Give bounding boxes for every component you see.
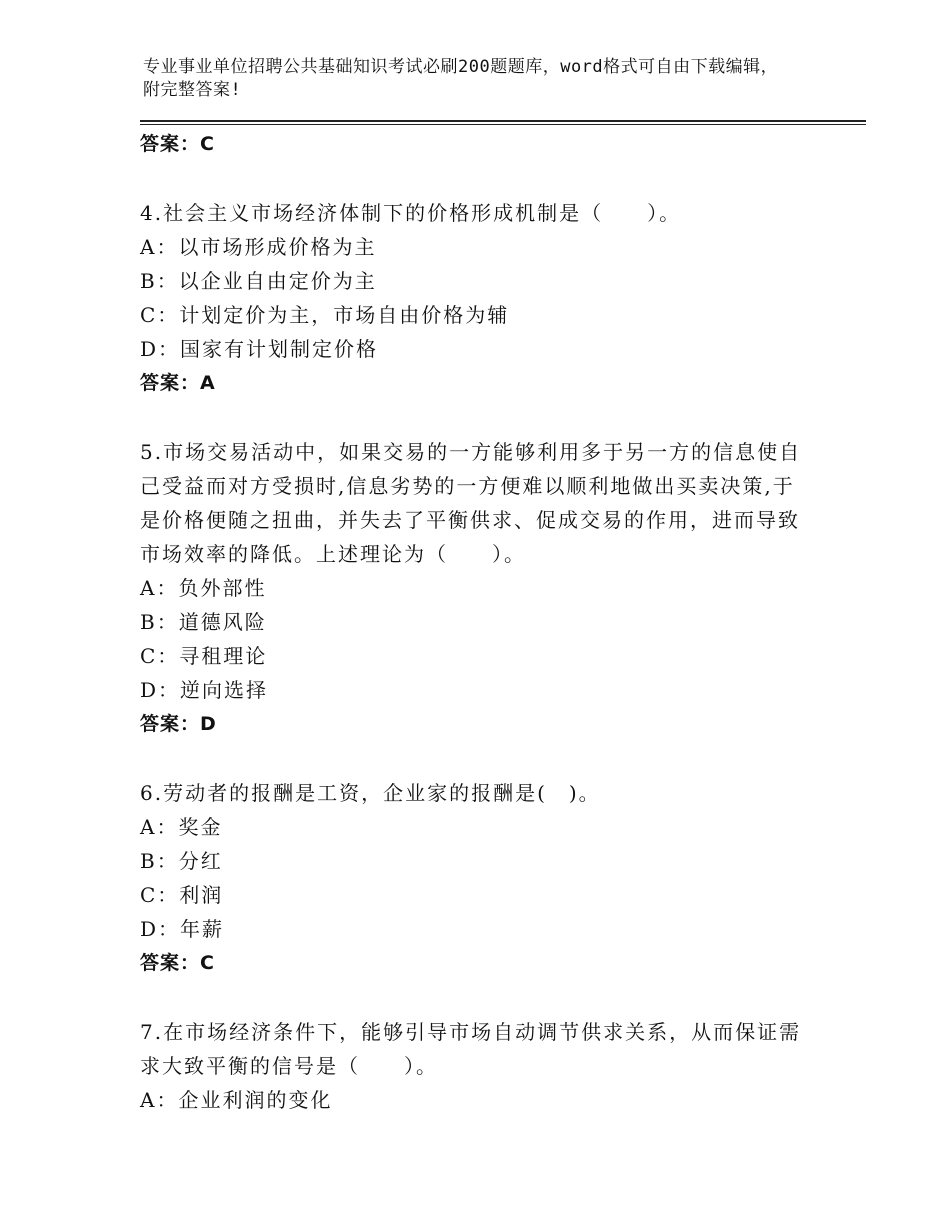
document-body	[140, 127, 800, 1117]
option-a: A：负外部性	[140, 576, 267, 600]
question-block	[140, 776, 800, 980]
spacer	[140, 980, 800, 1015]
option-c: C：利润	[140, 883, 224, 907]
answer-line: 答案：D	[140, 713, 217, 735]
question-stem-line: 市场效率的降低。上述理论为（ ）。	[140, 542, 526, 566]
option-c: C：计划定价为主，市场自由价格为辅	[140, 303, 510, 327]
question-block	[140, 1015, 800, 1117]
question-stem-line: 5.市场交易活动中，如果交易的一方能够利用多于另一方的信息使自	[140, 440, 802, 464]
document-header: 专业事业单位招聘公共基础知识考试必刷200题题库，word格式可自由下载编辑，附完整答案!	[143, 57, 779, 100]
answer-line: 答案：C	[140, 952, 215, 974]
option-b: B：分红	[140, 849, 223, 873]
question-stem: 6.劳动者的报酬是工资，企业家的报酬是( )。	[140, 781, 601, 805]
header-rule	[140, 120, 866, 125]
question-stem: 4.社会主义市场经济体制下的价格形成机制是（ ）。	[140, 201, 682, 225]
question-stem-line: 7.在市场经济条件下，能够引导市场自动调节供求关系，从而保证需	[140, 1020, 802, 1044]
option-c: C：寻租理论	[140, 644, 268, 668]
option-d: D：年薪	[140, 917, 225, 941]
question-block	[140, 435, 800, 741]
question-stem-line: 是价格便随之扭曲，并失去了平衡供求、促成交易的作用，进而导致	[140, 508, 800, 532]
option-a: A：奖金	[140, 815, 223, 839]
question-stem-line: 己受益而对方受损时,信息劣势的一方便难以顺利地做出买卖决策,于	[140, 474, 795, 498]
option-a: A：以市场形成价格为主	[140, 235, 377, 259]
option-d: D：国家有计划制定价格	[140, 337, 379, 361]
option-a: A：企业利润的变化	[140, 1088, 333, 1112]
spacer	[140, 741, 800, 776]
question-stem-line: 求大致平衡的信号是（ ）。	[140, 1054, 438, 1078]
previous-answer: 答案：C	[140, 133, 215, 155]
answer-line: 答案：A	[140, 372, 216, 394]
option-d: D：逆向选择	[140, 678, 269, 702]
spacer	[140, 161, 800, 196]
option-b: B：道德风险	[140, 610, 267, 634]
option-b: B：以企业自由定价为主	[140, 269, 377, 293]
spacer	[140, 400, 800, 435]
question-block	[140, 196, 800, 400]
